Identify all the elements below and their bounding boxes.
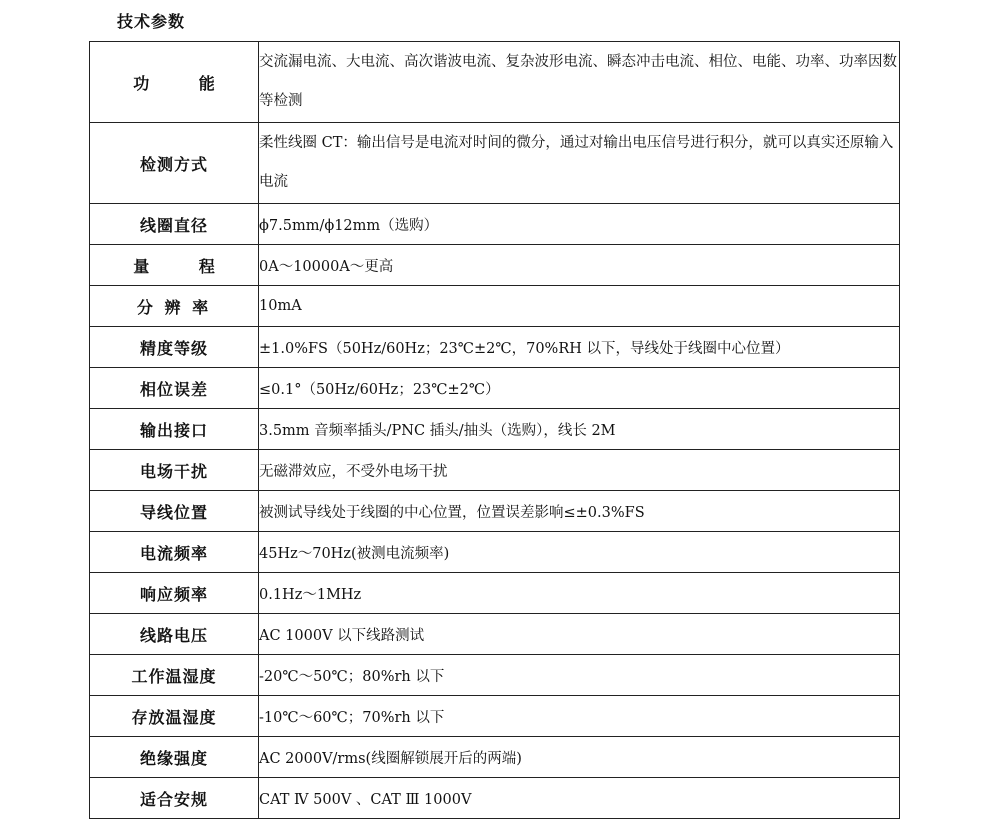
row-label: 量 程 xyxy=(90,245,259,286)
table-row xyxy=(90,696,900,737)
row-label: 线路电压 xyxy=(90,614,259,655)
row-label: 绝缘强度 xyxy=(90,737,259,778)
row-label: 适合安规 xyxy=(90,778,259,819)
row-label: 存放温湿度 xyxy=(90,696,259,737)
row-value: AC 1000V 以下线路测试 xyxy=(259,614,900,655)
table-row xyxy=(90,450,900,491)
row-label: 相位误差 xyxy=(90,368,259,409)
row-value: ϕ7.5mm/ϕ12mm（选购） xyxy=(259,204,900,245)
row-value: 无磁滞效应，不受外电场干扰 xyxy=(259,450,900,491)
table-row xyxy=(90,778,900,819)
section-heading: 技术参数 xyxy=(117,12,186,31)
row-label: 导线位置 xyxy=(90,491,259,532)
table-row xyxy=(90,614,900,655)
table-row xyxy=(90,123,900,204)
table-row xyxy=(90,204,900,245)
row-label: 检测方式 xyxy=(90,123,259,204)
table-row xyxy=(90,245,900,286)
row-value: ±1.0%FS（50Hz/60Hz；23℃±2℃，70%RH 以下，导线处于线圈中心位置） xyxy=(259,327,900,368)
row-label: 功 能 xyxy=(90,42,259,123)
row-label: 电流频率 xyxy=(90,532,259,573)
row-value: ≤0.1°（50Hz/60Hz；23℃±2℃） xyxy=(259,368,900,409)
row-value: 交流漏电流、大电流、高次谐波电流、复杂波形电流、瞬态冲击电流、相位、电能、功率、功率因数等检测 xyxy=(259,42,900,123)
row-value: -10℃～60℃；70%rh 以下 xyxy=(259,696,900,737)
row-value: 被测试导线处于线圈的中心位置，位置误差影响≤±0.3%FS xyxy=(259,491,900,532)
row-value: 10mA xyxy=(259,286,900,327)
table-row xyxy=(90,327,900,368)
table-row xyxy=(90,42,900,123)
row-label: 响应频率 xyxy=(90,573,259,614)
row-label: 精度等级 xyxy=(90,327,259,368)
row-value: 45Hz～70Hz(被测电流频率) xyxy=(259,532,900,573)
table-row xyxy=(90,368,900,409)
row-label: 线圈直径 xyxy=(90,204,259,245)
row-value: 0A～10000A～更高 xyxy=(259,245,900,286)
row-label: 输出接口 xyxy=(90,409,259,450)
table-row xyxy=(90,655,900,696)
table-row xyxy=(90,573,900,614)
row-value: CAT Ⅳ 500V 、CAT Ⅲ 1000V xyxy=(259,778,900,819)
row-label: 电场干扰 xyxy=(90,450,259,491)
row-value: -20℃～50℃；80%rh 以下 xyxy=(259,655,900,696)
row-label: 分 辨 率 xyxy=(90,286,259,327)
row-value: 0.1Hz～1MHz xyxy=(259,573,900,614)
table-row xyxy=(90,409,900,450)
table-row xyxy=(90,491,900,532)
table-row xyxy=(90,286,900,327)
table-row xyxy=(90,737,900,778)
row-value: 柔性线圈 CT：输出信号是电流对时间的微分，通过对输出电压信号进行积分，就可以真实还原输入电流 xyxy=(259,123,900,204)
table-row xyxy=(90,532,900,573)
row-label: 工作温湿度 xyxy=(90,655,259,696)
row-value: 3.5mm 音频率插头/PNC 插头/抽头（选购），线长 2M xyxy=(259,409,900,450)
spec-table xyxy=(89,41,900,819)
row-value: AC 2000V/rms(线圈解锁展开后的两端) xyxy=(259,737,900,778)
